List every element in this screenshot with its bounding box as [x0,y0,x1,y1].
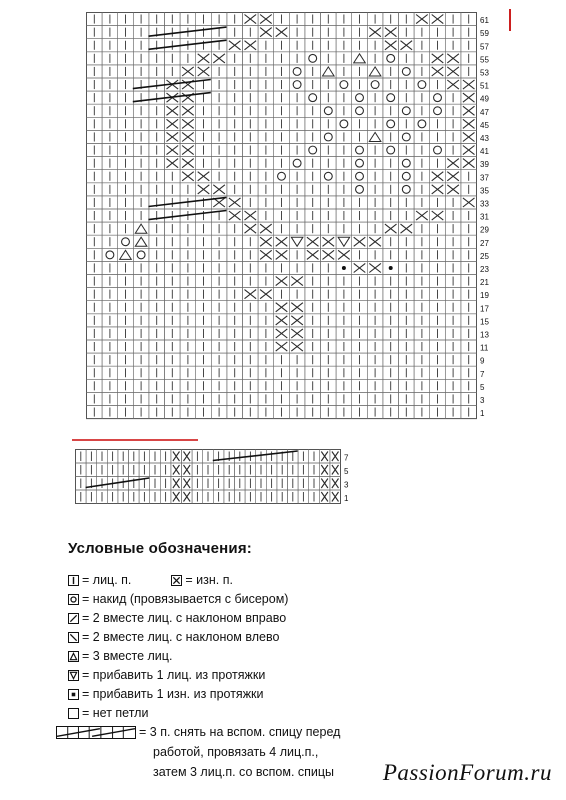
main-chart-row-number: 55 [480,55,489,65]
legend-row-no-stitch [68,704,428,723]
k3tog-triangle-icon [68,651,79,662]
small-chart-row-number: 7 [344,453,349,463]
main-chart-row-number: 21 [480,278,489,288]
main-chart-row-number: 1 [480,409,485,419]
main-chart-row-number: 29 [480,225,489,235]
main-chart-row-number: 47 [480,107,489,117]
main-chart-row-number: 43 [480,134,489,143]
main-chart-row-number: 35 [480,186,489,196]
legend-k3tog-label: = 3 вместе лиц. [82,649,173,663]
main-chart-row-number: 31 [480,212,489,222]
legend-no-stitch-label: = нет петли [82,706,149,720]
main-chart-row-number: 61 [480,16,489,26]
main-chart-row-number: 3 [480,396,485,405]
main-chart-row-number: 5 [480,382,485,392]
legend-cable-label: = 3 п. снять на вспом. спицу перед [139,725,341,739]
main-chart-row-number: 51 [480,81,489,91]
main-chart-row-number: 41 [480,147,489,157]
legend [68,540,428,782]
main-chart-row-number: 39 [480,160,489,170]
small-chart-row-number: 1 [344,494,349,503]
main-chart-row-number: 17 [480,304,489,314]
small-chart-row-number: 3 [344,480,349,490]
legend-row-k2tog-right [68,609,428,628]
purl-stitch-icon [171,575,182,586]
small-chart-row-number: 5 [344,467,349,476]
main-chart-row-number: 59 [480,29,489,39]
main-chart-row-number: 15 [480,317,489,327]
legend-row-k2tog-left [68,628,428,647]
main-chart-row-number: 25 [480,251,489,261]
legend-cable-continuation-2: затем 3 лиц.п. со вспом. спицы [153,765,335,779]
main-chart-row-number: 9 [480,356,485,366]
red-margin-mark [509,9,511,31]
legend-row-k3tog [68,647,428,666]
knit-stitch-icon [68,575,79,586]
legend-row-cable [56,723,428,742]
k2tog-right-icon [68,613,79,624]
main-chart-row-number: 19 [480,291,489,301]
main-chart-row-number: 27 [480,238,489,248]
increase-knit-icon [68,670,79,681]
main-knitting-chart [86,12,500,420]
cable-cross-icon [56,726,136,739]
legend-inc-purl-label: = прибавить 1 изн. из протяжки [82,687,264,701]
main-chart-row-number: 13 [480,330,489,340]
red-divider-line [72,439,198,441]
legend-purl-label: = изн. п. [185,573,233,587]
legend-row-inc-purl [68,685,428,704]
main-chart-row-number: 49 [480,94,489,104]
main-chart-row-number: 23 [480,265,489,274]
legend-cable-continuation-1: работой, провязать 4 лиц.п., [153,745,319,759]
no-stitch-icon [68,708,79,719]
main-chart-row-number: 7 [480,369,485,379]
k2tog-left-icon [68,632,79,643]
legend-knit-label: = лиц. п. [82,573,132,587]
main-chart-row-number: 11 [480,343,489,353]
main-chart-row-number: 53 [480,68,489,78]
legend-inc-knit-label: = прибавить 1 лиц. из протяжки [82,668,266,682]
increase-purl-icon [68,689,79,700]
watermark: PassionForum.ru [382,760,552,785]
yarn-over-icon [68,594,79,605]
main-chart-row-number: 33 [480,199,489,209]
legend-yarn-over-label: = накид (провязывается с бисером) [82,592,289,606]
legend-row-yarn-over [68,590,428,609]
main-chart-row-number: 45 [480,120,489,130]
legend-title: Условные обозначения: [68,540,252,557]
legend-row-knit-purl [68,571,428,590]
main-chart-row-number: 37 [480,173,489,183]
small-knitting-chart [75,449,360,505]
legend-k2tog-left-label: = 2 вместе лиц. с наклоном влево [82,630,280,644]
main-chart-row-number: 57 [480,42,489,52]
legend-row-inc-knit [68,666,428,685]
legend-k2tog-right-label: = 2 вместе лиц. с наклоном вправо [82,611,287,625]
